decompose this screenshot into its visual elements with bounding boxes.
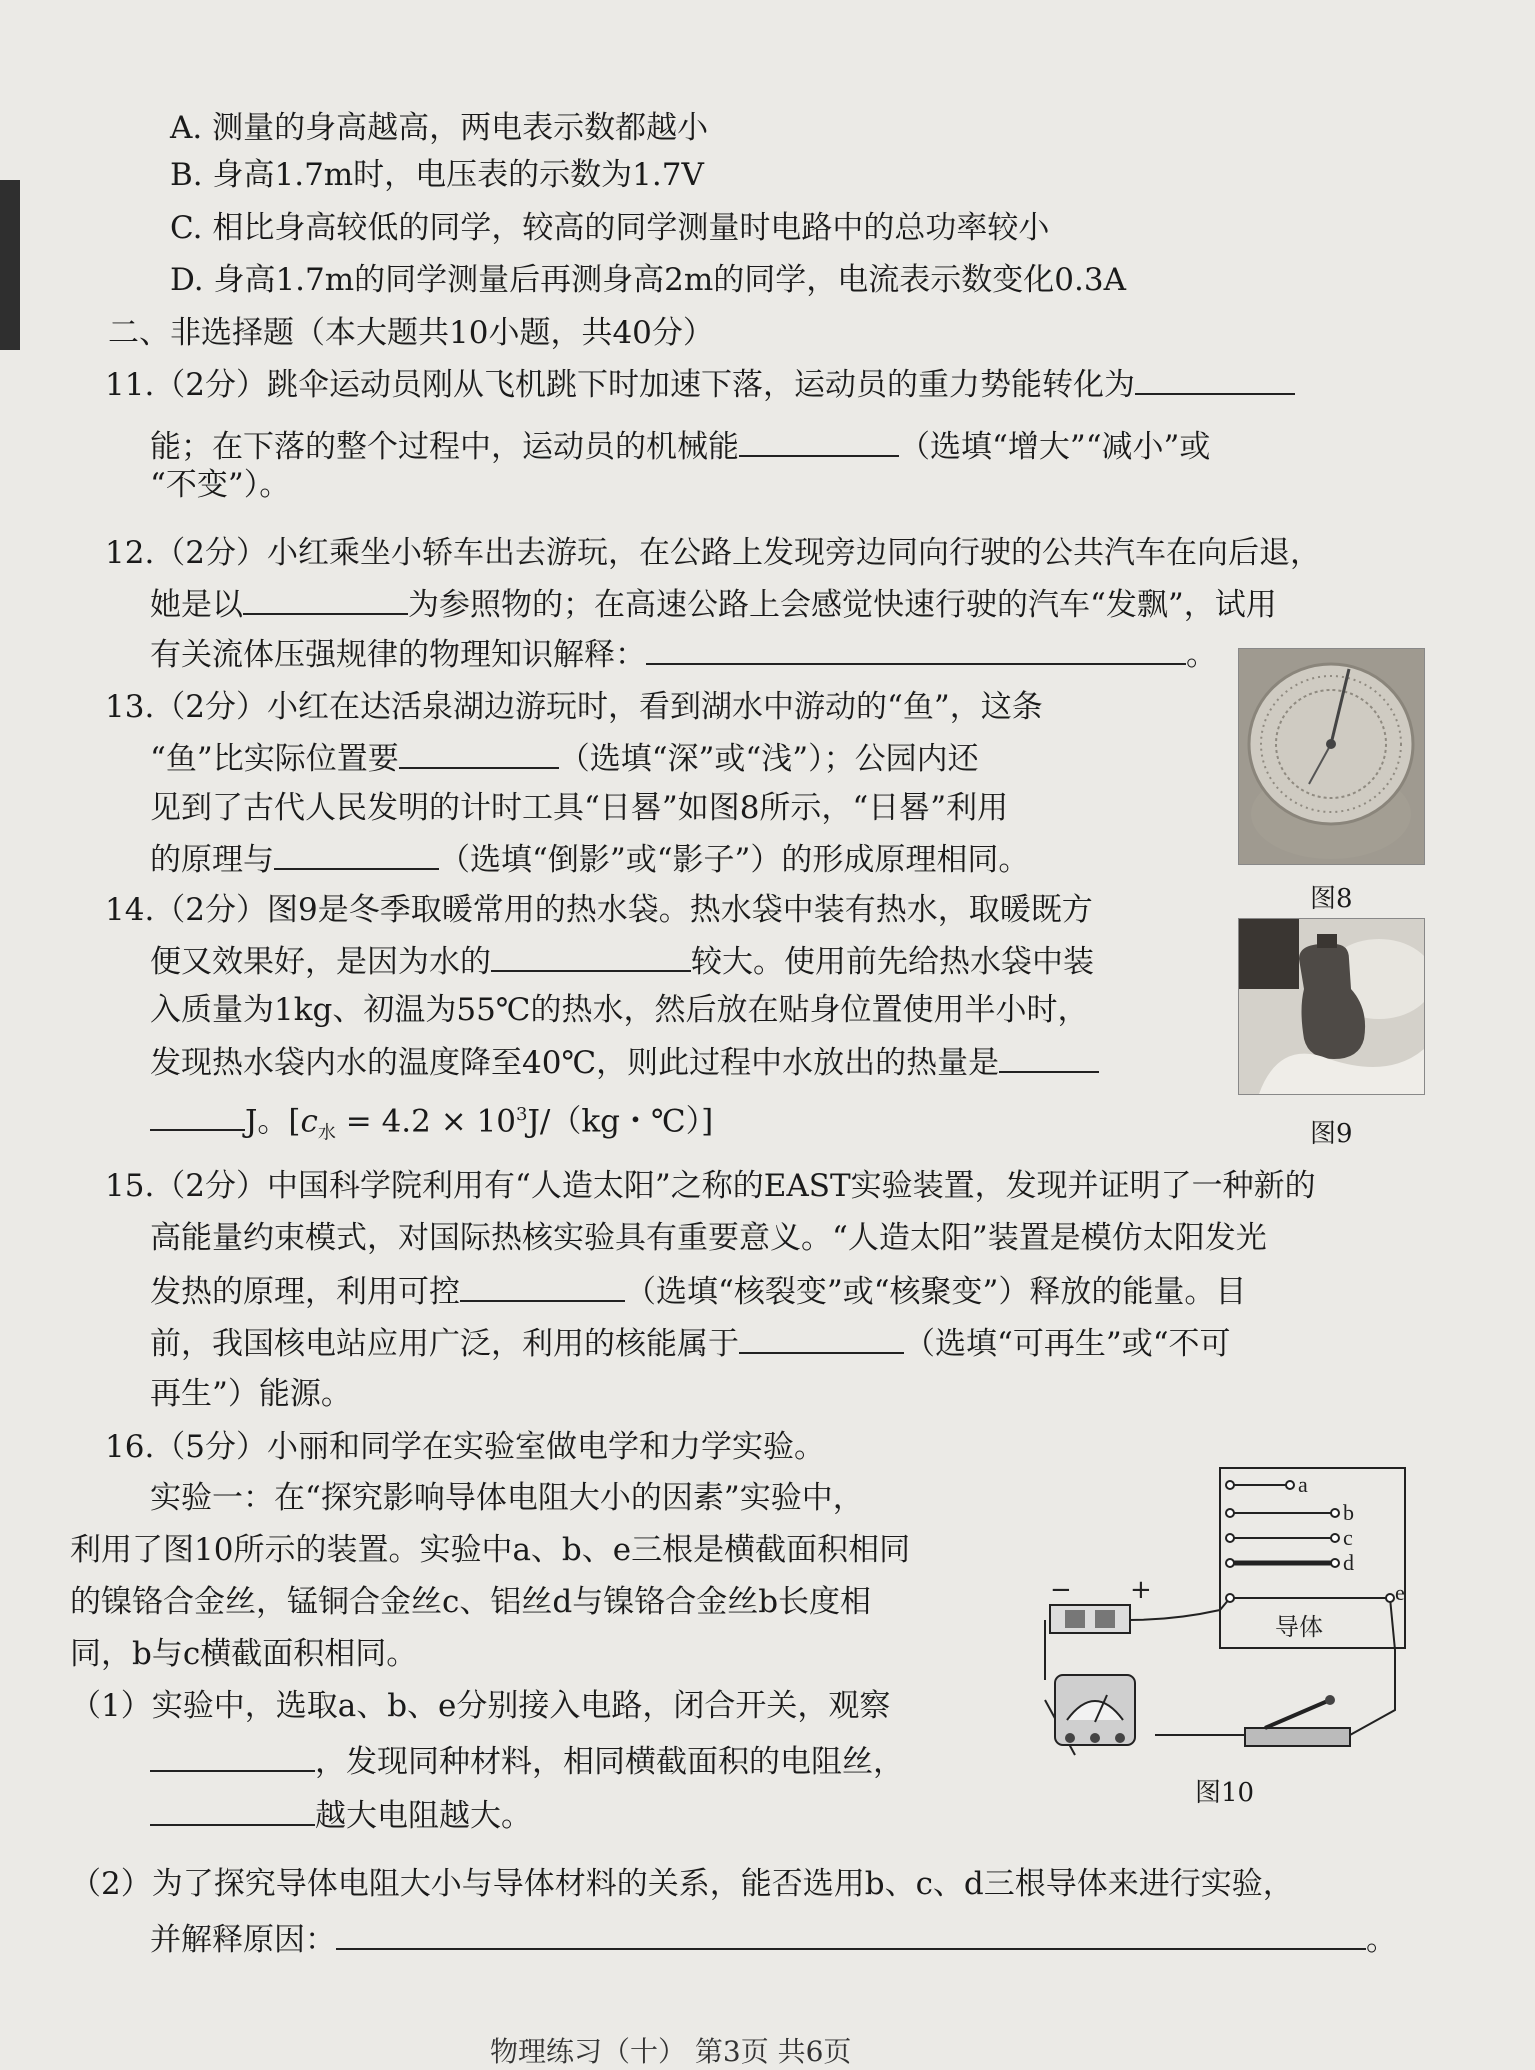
q11-blank1[interactable] (1135, 363, 1295, 395)
q15-line5: 再生”）能源。 (150, 1376, 352, 1412)
switch-icon (1245, 1695, 1350, 1746)
q14-blank2a[interactable] (999, 1041, 1099, 1073)
battery-minus-sign: − (1050, 1575, 1072, 1605)
q12-text3: 有关流体压强规律的物理知识解释： (150, 637, 646, 673)
q16-exp1-line3: 的镍铬合金丝，锰铜合金丝c、铝丝d与镍铬合金丝b长度相 (70, 1584, 872, 1620)
q13-text3: 的原理与 (150, 842, 274, 878)
option-a: A. 测量的身高越高，两电表示数都越小 (170, 110, 709, 146)
q16-exp1-line2: 利用了图10所示的装置。实验中a、b、e三根是横截面积相同 (70, 1532, 911, 1568)
wire-label-c: c (1343, 1525, 1353, 1550)
q15-blank2[interactable] (739, 1322, 904, 1354)
q11-line1 (105, 363, 1295, 405)
wire-label-e: e (1395, 1580, 1405, 1605)
q12-line1: 12.（2分）小红乘坐小轿车出去游玩，在公路上发现旁边同向行驶的公共汽车在向后退， (105, 535, 1322, 571)
figure-8-sundial (1238, 648, 1425, 865)
q15-text3: 前，我国核电站应用广泛，利用的核能属于 (150, 1326, 739, 1362)
q11-line2 (150, 425, 1210, 467)
q13-line1: 13.（2分）小红在达活泉湖边游玩时，看到湖水中游动的“鱼”，这条 (105, 689, 1043, 725)
q13-line2 (150, 737, 979, 779)
option-c: C. 相比身高较低的同学，较高的同学测量时电路中的总功率较小 (170, 210, 1050, 246)
q14-blank2b[interactable] (150, 1099, 245, 1131)
q15-line4 (150, 1322, 1231, 1364)
q16-exp1-line4: 同，b与c横截面积相同。 (70, 1636, 418, 1672)
section-title: 二、非选择题（本大题共10小题，共40分） (108, 315, 714, 351)
q15-blank1[interactable] (460, 1270, 625, 1302)
q13-text4: （选填“倒影”或“影子”）的形成原理相同。 (439, 842, 1030, 878)
q12-blank1[interactable] (243, 583, 408, 615)
q12-blank2[interactable] (646, 633, 1186, 665)
q11-line3: “不变”）。 (150, 467, 291, 503)
q16-text2: 越大电阻越大。 (315, 1798, 532, 1834)
q14-c-symbol: c (300, 1103, 318, 1140)
option-b: B. 身高1.7m时，电压表的示数为1.7V (170, 157, 704, 193)
q16-part2-line1: （2）为了探究导体电阻大小与导体材料的关系，能否选用b、c、d三根导体来进行实验， (70, 1866, 1294, 1902)
hot-water-bag-icon (1239, 919, 1424, 1094)
q15-text4: （选填“可再生”或“不可 (904, 1326, 1231, 1362)
q16-line1: 16.（5分）小丽和同学在实验室做电学和力学实验。 (105, 1429, 826, 1465)
q16-period: 。 (1366, 1922, 1397, 1958)
figure-10-circuit (1035, 1460, 1435, 1760)
ammeter-icon (1055, 1675, 1135, 1745)
battery-icon (1050, 1605, 1130, 1633)
q15-text: 发热的原理，利用可控 (150, 1274, 460, 1310)
figure-9-caption: 图9 (1310, 1119, 1353, 1149)
wire-label-d: d (1343, 1550, 1354, 1575)
figure-8-caption: 图8 (1310, 884, 1353, 914)
q12-text: 她是以 (150, 587, 243, 623)
q13-line4 (150, 838, 1029, 880)
q13-text: “鱼”比实际位置要 (150, 741, 399, 777)
q14-text6: J/（kg・℃）] (527, 1103, 714, 1140)
sundial-icon (1239, 649, 1424, 864)
option-d: D. 身高1.7m的同学测量后再测身高2m的同学，电流表示数变化0.3A (170, 262, 1126, 298)
q16-part1-line2 (150, 1740, 904, 1782)
q14-text4: J。[ (245, 1103, 301, 1140)
q16-blank1[interactable] (150, 1740, 315, 1772)
q11-text: 11.（2分）跳伞运动员刚从飞机跳下时加速下落，运动员的重力势能转化为 (105, 367, 1136, 403)
q13-text2: （选填“深”或“浅”）；公园内还 (558, 741, 979, 777)
q11-blank2[interactable] (739, 425, 899, 457)
q14-sub-water: 水 (317, 1122, 336, 1144)
figure-10-caption: 图10 (1195, 1778, 1255, 1808)
q13-blank2[interactable] (274, 838, 439, 870)
q16-blank3[interactable] (336, 1918, 1366, 1950)
page-footer: 物理练习（十） 第3页 共6页 (490, 2035, 852, 2068)
q14-line3: 入质量为1kg、初温为55℃的热水，然后放在贴身位置使用半小时， (150, 992, 1089, 1028)
page-edge-shadow (0, 180, 20, 350)
q16-part1-line3 (150, 1794, 532, 1836)
q14-text3: 发现热水袋内水的温度降至40℃，则此过程中水放出的热量是 (150, 1045, 1000, 1081)
q16-part2-line2 (150, 1918, 1397, 1960)
q15-line2: 高能量约束模式，对国际热核实验具有重要意义。“人造太阳”装置是模仿太阳发光 (150, 1220, 1267, 1256)
q13-line3: 见到了古代人民发明的计时工具“日晷”如图8所示，“日晷”利用 (150, 790, 1009, 826)
q14-text2: 较大。使用前先给热水袋中装 (691, 944, 1094, 980)
q12-text2: 为参照物的；在高速公路上会感觉快速行驶的汽车“发飘”，试用 (408, 587, 1277, 623)
q16-text3: 并解释原因： (150, 1922, 336, 1958)
q12-period: 。 (1186, 637, 1217, 673)
figure-9-hot-water-bag (1238, 918, 1425, 1095)
conductor-box-label: 导体 (1275, 1613, 1323, 1641)
q16-text: ，发现同种材料，相同横截面积的电阻丝， (315, 1744, 904, 1780)
q11-text2: 能；在下落的整个过程中，运动员的机械能 (150, 429, 739, 465)
q15-text2: （选填“核裂变”或“核聚变”）释放的能量。目 (625, 1274, 1247, 1310)
wire-label-b: b (1343, 1500, 1354, 1525)
wire-label-a: a (1298, 1472, 1308, 1497)
q11-text3: （选填“增大”“减小”或 (899, 429, 1211, 465)
q15-line3 (150, 1270, 1246, 1312)
q15-line1: 15.（2分）中国科学院利用有“人造太阳”之称的EAST实验装置，发现并证明了一种新的 (105, 1168, 1316, 1204)
q16-exp1-line1: 实验一：在“探究影响导体电阻大小的因素”实验中， (150, 1480, 864, 1516)
q14-line4 (150, 1041, 1099, 1083)
q12-line3 (150, 633, 1217, 675)
battery-plus-sign: + (1130, 1575, 1152, 1605)
q16-part1-line1: （1）实验中，选取a、b、e分别接入电路，闭合开关，观察 (70, 1688, 891, 1724)
q14-blank1[interactable] (491, 940, 691, 972)
q14-line2 (150, 940, 1094, 982)
q14-sup-3: 3 (516, 1104, 528, 1125)
q12-line2 (150, 583, 1277, 625)
q16-blank2[interactable] (150, 1794, 315, 1826)
q13-blank1[interactable] (399, 737, 559, 769)
q14-line5 (150, 1095, 713, 1154)
q14-text: 便又效果好，是因为水的 (150, 944, 491, 980)
q14-line1: 14.（2分）图9是冬季取暖常用的热水袋。热水袋中装有热水，取暖既方 (105, 892, 1093, 928)
q14-text5: = 4.2 × 10 (335, 1103, 517, 1140)
